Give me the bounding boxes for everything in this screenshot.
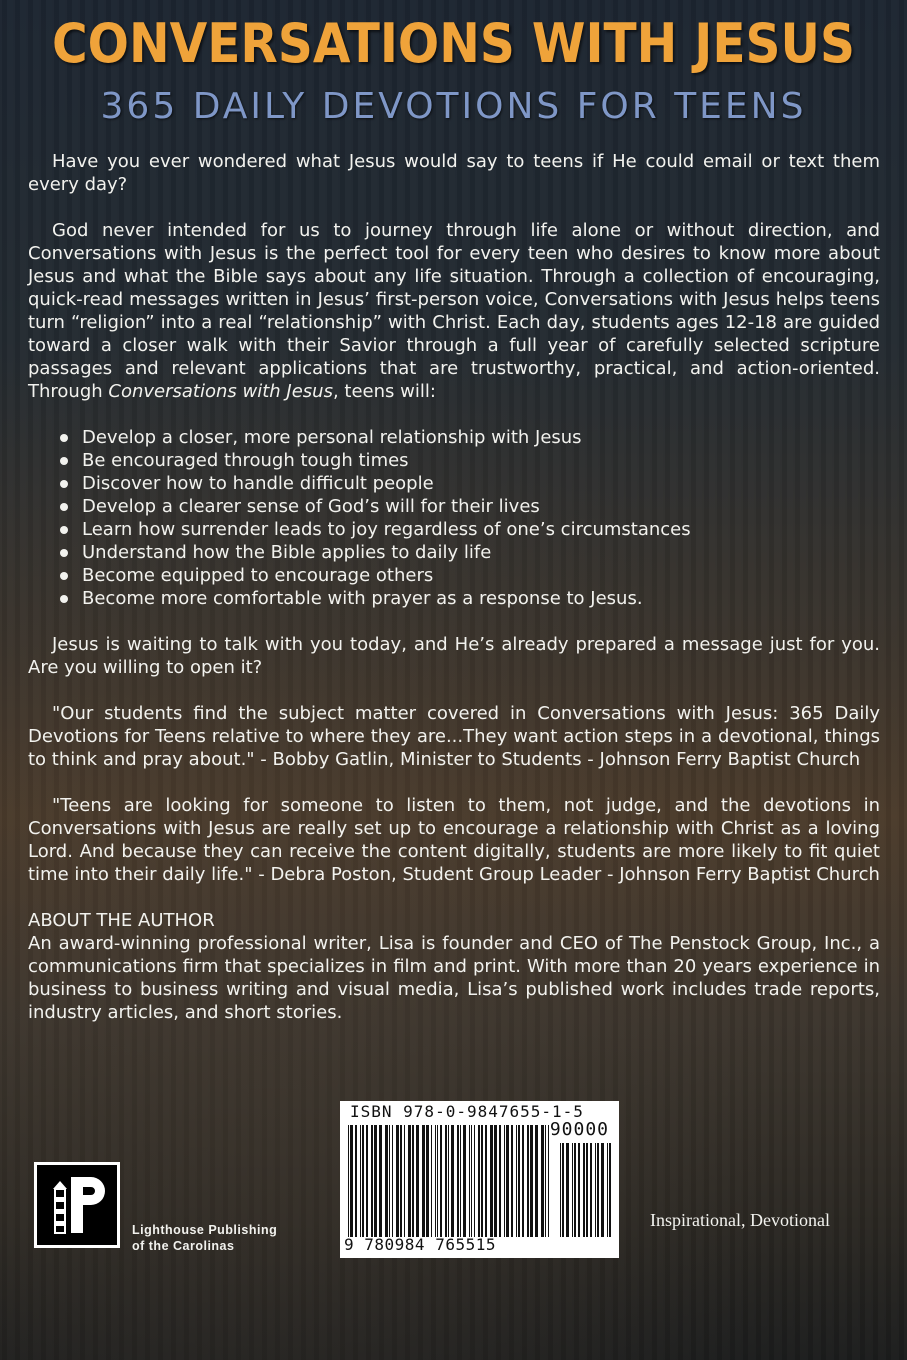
barcode-bar (516, 1125, 517, 1237)
barcode-bar (494, 1125, 497, 1237)
list-item: Become equipped to encourage others (60, 564, 880, 587)
barcode-bar (595, 1143, 596, 1237)
barcode-bar (404, 1125, 405, 1237)
intro-description-end: , teens will: (332, 381, 436, 402)
barcode-bar (578, 1143, 580, 1237)
barcode-bar (471, 1125, 472, 1237)
barcode-bar (437, 1125, 438, 1237)
price-code: 90000 (549, 1119, 609, 1140)
list-item: Develop a clearer sense of God’s will for their lives (60, 495, 880, 518)
barcode-bar (609, 1143, 611, 1237)
barcode-bar (422, 1125, 425, 1237)
barcode-bar (374, 1125, 377, 1237)
lighthouse-p-logo-icon (34, 1162, 120, 1248)
barcode-bar (426, 1125, 429, 1237)
barcode-bars-main (348, 1125, 553, 1237)
barcode-bar (389, 1125, 390, 1237)
testimonial-quote: "Our students find the subject matter covered in Conversations with Jesus: 365 Daily Devotions for Teens relative to where they are...They want action steps in a devotional, things to think and pray about." - Bobby Gatlin, Minister to Students - Johnson Ferry Baptist Church (28, 703, 880, 770)
barcode-bar (457, 1125, 459, 1237)
barcode-bar (566, 1143, 569, 1237)
barcode-bar (481, 1125, 483, 1237)
invitation-text: Jesus is waiting to talk with you today, and He’s already prepared a message just for you. Are you willing to open it? (28, 634, 880, 678)
barcode-bar (522, 1125, 524, 1237)
barcode-bar (366, 1125, 368, 1237)
list-item: Understand how the Bible applies to daily life (60, 541, 880, 564)
book-title: CONVERSATIONS WITH JESUS (51, 12, 856, 75)
barcode-bar (527, 1125, 529, 1237)
barcode-bar (355, 1125, 357, 1237)
barcode-bar (499, 1125, 501, 1237)
barcode-bar (362, 1125, 364, 1237)
benefit-list (28, 426, 880, 610)
barcode-bar (574, 1143, 576, 1237)
intro-description-italic: Conversations with Jesus (108, 381, 333, 402)
barcode-bar (360, 1125, 361, 1237)
barcode-bar (597, 1143, 599, 1237)
book-subtitle: 365 DAILY DEVOTIONS FOR TEENS (100, 86, 807, 127)
back-cover-copy (28, 150, 880, 1024)
list-item: Become more comfortable with prayer as a response to Jesus. (60, 587, 880, 610)
barcode-bar (504, 1125, 505, 1237)
barcode-bar (408, 1125, 411, 1237)
barcode-bar (348, 1125, 349, 1237)
barcode-bar (431, 1125, 432, 1237)
barcode-bar (586, 1143, 588, 1237)
barcode-bar (460, 1125, 461, 1237)
barcode-bar (440, 1125, 442, 1237)
barcode-bar (400, 1125, 402, 1237)
barcode-bar (485, 1125, 487, 1237)
barcode-bar (469, 1125, 470, 1237)
barcode-bar (572, 1143, 573, 1237)
barcode-bar (463, 1125, 466, 1237)
barcode-bar (448, 1125, 449, 1237)
publisher-line-1: Lighthouse Publishing (132, 1223, 278, 1237)
barcode-bar (548, 1125, 549, 1237)
publisher-name (132, 1222, 277, 1254)
barcode-bar (478, 1125, 480, 1237)
list-item: Be encouraged through tough times (60, 449, 880, 472)
intro-description-text: God never intended for us to journey through life alone or without direction, and Conversations with Jesus is the perfect tool for every teen who desires to know more about Jesus and what the Bible says about any life situation. Through a collection of encouraging, quick-read messages written in Jesus’ first-person voice, Conversations with Jesus helps teens turn “religion” into a real “relationship” with Christ. Each day, students ages 12-18 are guided toward a closer walk with their Savior through a full year of carefully selected scripture passages and relevant applications that are trustworthy, practical, and action-oriented. Through (28, 220, 880, 402)
barcode-bar (490, 1125, 493, 1237)
barcode-bar (541, 1125, 544, 1237)
barcode-bar (562, 1143, 564, 1237)
ean-number: 9 780984 765515 (344, 1235, 496, 1254)
barcode-bar (601, 1143, 604, 1237)
barcode-bar (590, 1143, 592, 1237)
about-text: An award-winning professional writer, Lisa is founder and CEO of The Penstock Group, Inc., a communications firm that specializes in film and print. With more than 20 years experience in business to business writing and visual media, Lisa’s published work includes trade reports, industry articles, and short stories. (28, 933, 880, 1023)
genre-label: Inspirational, Devotional (650, 1210, 830, 1230)
barcode-bars-addon (560, 1143, 612, 1237)
list-item: Learn how surrender leads to joy regardless of one’s circumstances (60, 518, 880, 541)
testimonial-quote: "Teens are looking for someone to listen to them, not judge, and the devotions in Conversations with Jesus are really set up to encourage a relationship with Christ as a loving Lord. And because they can receive the content digitally, students are more likely to fit quiet time into their daily life." - Debra Poston, Student Group Leader - Johnson Ferry Baptist Church (28, 795, 880, 885)
barcode-bar (385, 1125, 388, 1237)
barcode-bar (451, 1125, 454, 1237)
barcode-bar (396, 1125, 399, 1237)
barcode-bar (583, 1143, 585, 1237)
barcode-bar (392, 1125, 393, 1237)
barcode-bar (506, 1125, 509, 1237)
publisher-line-2: of the Carolinas (132, 1239, 235, 1253)
intro-question: Have you ever wondered what Jesus would say to teens if He could email or text them every day? (28, 151, 880, 195)
barcode-bar (474, 1125, 475, 1237)
barcode-bar (511, 1125, 513, 1237)
barcode-bar (518, 1125, 520, 1237)
barcode-bar (530, 1125, 533, 1237)
barcode-bar (535, 1125, 538, 1237)
barcode-bar (350, 1125, 353, 1237)
barcode-bar (607, 1143, 608, 1237)
barcode-bar (412, 1125, 414, 1237)
barcode-bar (560, 1143, 561, 1237)
intro-description (28, 219, 880, 403)
about-heading: ABOUT THE AUTHOR (28, 910, 215, 931)
barcode-bar (435, 1125, 436, 1237)
barcode-bar (416, 1125, 419, 1237)
isbn-barcode (340, 1101, 619, 1258)
barcode-bar (379, 1125, 382, 1237)
list-item: Discover how to handle difficult people (60, 472, 880, 495)
isbn-label: ISBN 978-0-9847655-1-5 (350, 1102, 584, 1121)
list-item: Develop a closer, more personal relationship with Jesus (60, 426, 880, 449)
barcode-bar (545, 1125, 546, 1237)
barcode-bar (371, 1125, 373, 1237)
barcode-bar (445, 1125, 447, 1237)
